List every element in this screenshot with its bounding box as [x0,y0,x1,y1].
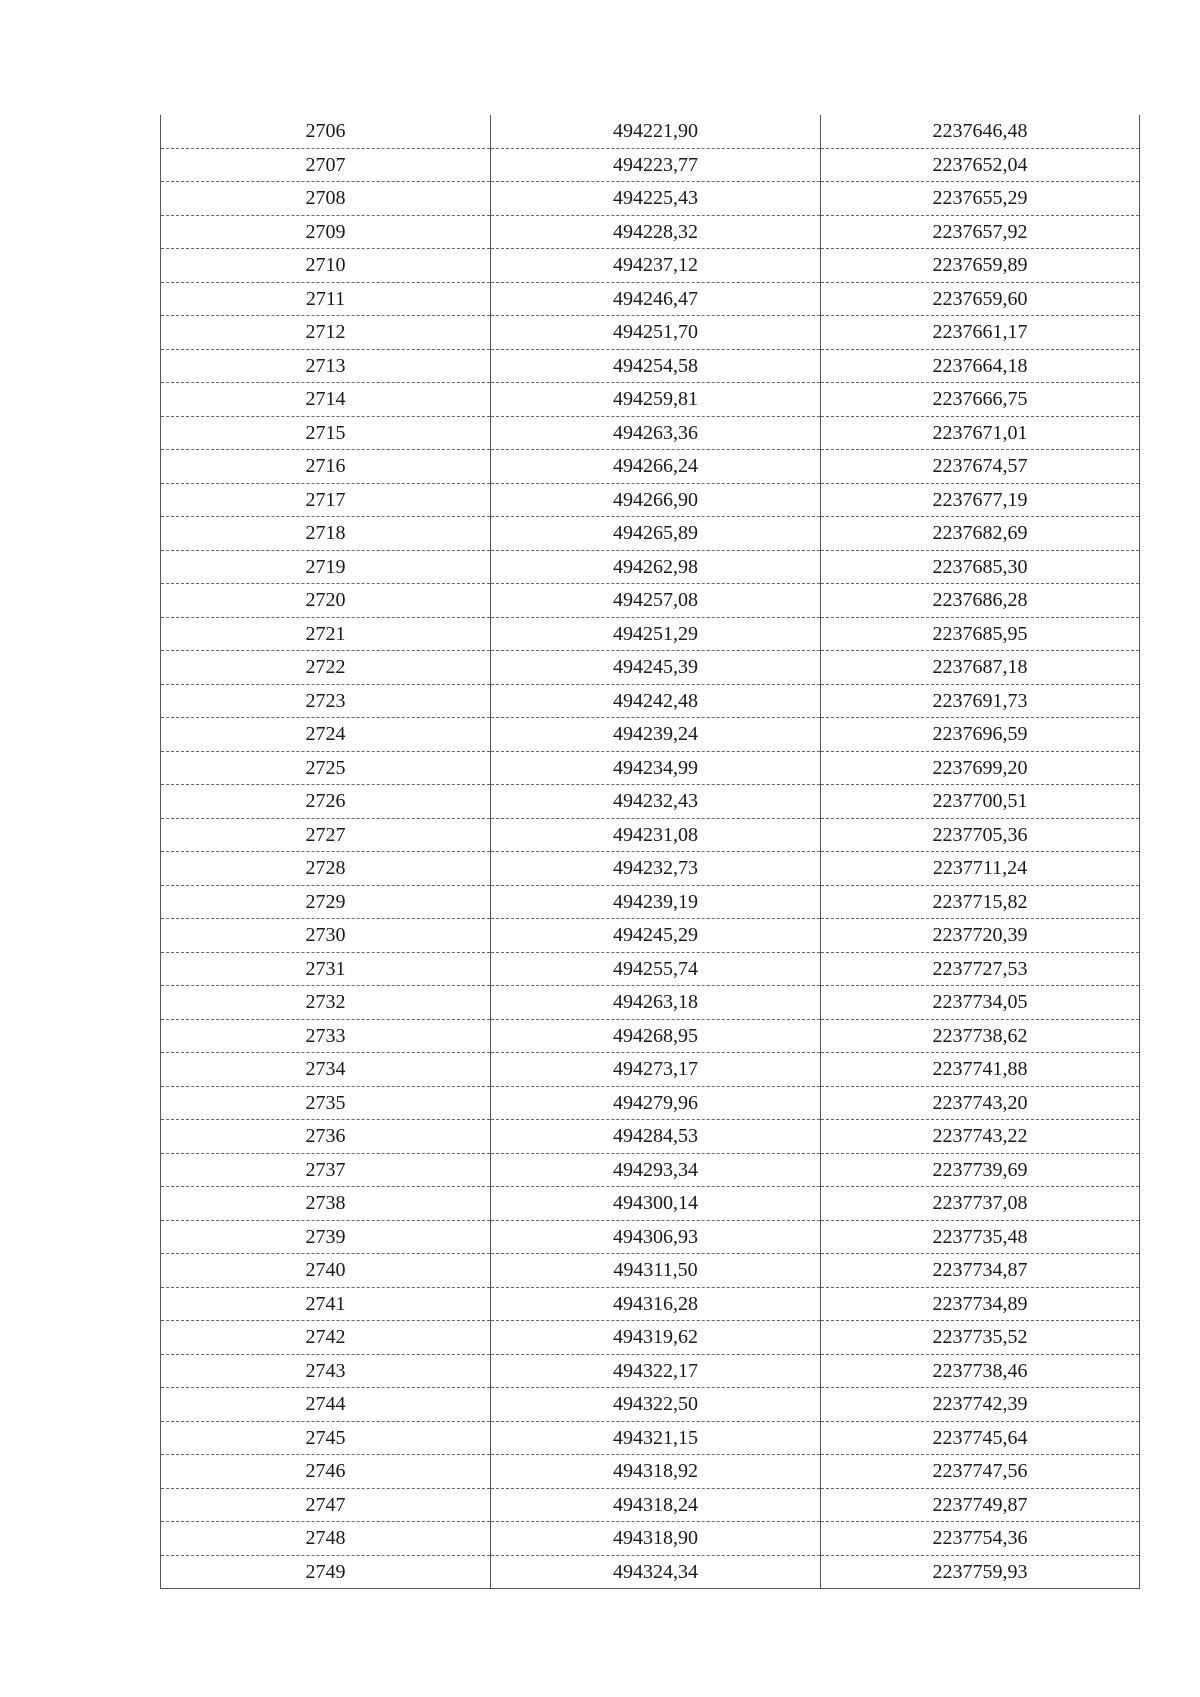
table-row [161,1086,1140,1120]
y-coordinate-cell: 2237646,48 [821,115,1140,148]
point-number-cell: 2709 [161,215,491,249]
y-coordinate-cell: 2237738,62 [821,1019,1140,1053]
table-row [161,852,1140,886]
x-coordinate-cell: 494234,99 [491,751,821,785]
y-coordinate-cell: 2237671,01 [821,416,1140,450]
table-row [161,517,1140,551]
table-row [161,115,1140,148]
table-row [161,1488,1140,1522]
point-number-cell: 2747 [161,1488,491,1522]
table-row [161,684,1140,718]
point-number-cell: 2712 [161,316,491,350]
y-coordinate-cell: 2237734,05 [821,986,1140,1020]
y-coordinate-cell: 2237682,69 [821,517,1140,551]
point-number-cell: 2742 [161,1321,491,1355]
x-coordinate-cell: 494223,77 [491,148,821,182]
table-row [161,148,1140,182]
y-coordinate-cell: 2237661,17 [821,316,1140,350]
point-number-cell: 2733 [161,1019,491,1053]
x-coordinate-cell: 494321,15 [491,1421,821,1455]
y-coordinate-cell: 2237734,89 [821,1287,1140,1321]
x-coordinate-cell: 494231,08 [491,818,821,852]
y-coordinate-cell: 2237747,56 [821,1455,1140,1489]
table-row [161,1522,1140,1556]
x-coordinate-cell: 494245,29 [491,919,821,953]
point-number-cell: 2741 [161,1287,491,1321]
y-coordinate-cell: 2237700,51 [821,785,1140,819]
x-coordinate-cell: 494232,73 [491,852,821,886]
y-coordinate-cell: 2237715,82 [821,885,1140,919]
y-coordinate-cell: 2237686,28 [821,584,1140,618]
point-number-cell: 2706 [161,115,491,148]
x-coordinate-cell: 494262,98 [491,550,821,584]
point-number-cell: 2717 [161,483,491,517]
x-coordinate-cell: 494265,89 [491,517,821,551]
table-row [161,349,1140,383]
x-coordinate-cell: 494306,93 [491,1220,821,1254]
x-coordinate-cell: 494319,62 [491,1321,821,1355]
table-row [161,1120,1140,1154]
table-row [161,182,1140,216]
point-number-cell: 2725 [161,751,491,785]
x-coordinate-cell: 494318,92 [491,1455,821,1489]
x-coordinate-cell: 494239,19 [491,885,821,919]
y-coordinate-cell: 2237664,18 [821,349,1140,383]
x-coordinate-cell: 494273,17 [491,1053,821,1087]
point-number-cell: 2743 [161,1354,491,1388]
x-coordinate-cell: 494225,43 [491,182,821,216]
point-number-cell: 2735 [161,1086,491,1120]
x-coordinate-cell: 494221,90 [491,115,821,148]
x-coordinate-cell: 494263,18 [491,986,821,1020]
x-coordinate-cell: 494316,28 [491,1287,821,1321]
point-number-cell: 2718 [161,517,491,551]
table-row [161,1421,1140,1455]
point-number-cell: 2748 [161,1522,491,1556]
table-row [161,1153,1140,1187]
table-row [161,751,1140,785]
y-coordinate-cell: 2237666,75 [821,383,1140,417]
point-number-cell: 2722 [161,651,491,685]
x-coordinate-cell: 494284,53 [491,1120,821,1154]
point-number-cell: 2744 [161,1388,491,1422]
x-coordinate-cell: 494324,34 [491,1555,821,1589]
y-coordinate-cell: 2237687,18 [821,651,1140,685]
point-number-cell: 2734 [161,1053,491,1087]
table-row [161,718,1140,752]
y-coordinate-cell: 2237745,64 [821,1421,1140,1455]
table-row [161,383,1140,417]
y-coordinate-cell: 2237720,39 [821,919,1140,953]
y-coordinate-cell: 2237754,36 [821,1522,1140,1556]
table-row [161,1455,1140,1489]
x-coordinate-cell: 494266,24 [491,450,821,484]
table-row [161,1287,1140,1321]
y-coordinate-cell: 2237685,95 [821,617,1140,651]
x-coordinate-cell: 494257,08 [491,584,821,618]
point-number-cell: 2716 [161,450,491,484]
table-row [161,1354,1140,1388]
table-row [161,1019,1140,1053]
y-coordinate-cell: 2237685,30 [821,550,1140,584]
x-coordinate-cell: 494322,17 [491,1354,821,1388]
point-number-cell: 2749 [161,1555,491,1589]
table-row [161,1187,1140,1221]
x-coordinate-cell: 494318,24 [491,1488,821,1522]
coordinates-table-body [161,115,1140,1589]
x-coordinate-cell: 494293,34 [491,1153,821,1187]
y-coordinate-cell: 2237657,92 [821,215,1140,249]
x-coordinate-cell: 494251,70 [491,316,821,350]
point-number-cell: 2729 [161,885,491,919]
table-row [161,416,1140,450]
y-coordinate-cell: 2237659,89 [821,249,1140,283]
y-coordinate-cell: 2237749,87 [821,1488,1140,1522]
point-number-cell: 2720 [161,584,491,618]
table-row [161,1254,1140,1288]
x-coordinate-cell: 494300,14 [491,1187,821,1221]
point-number-cell: 2708 [161,182,491,216]
point-number-cell: 2724 [161,718,491,752]
y-coordinate-cell: 2237742,39 [821,1388,1140,1422]
y-coordinate-cell: 2237743,20 [821,1086,1140,1120]
table-row [161,651,1140,685]
point-number-cell: 2737 [161,1153,491,1187]
point-number-cell: 2727 [161,818,491,852]
x-coordinate-cell: 494228,32 [491,215,821,249]
point-number-cell: 2728 [161,852,491,886]
point-number-cell: 2738 [161,1187,491,1221]
y-coordinate-cell: 2237711,24 [821,852,1140,886]
x-coordinate-cell: 494242,48 [491,684,821,718]
x-coordinate-cell: 494237,12 [491,249,821,283]
table-row [161,550,1140,584]
y-coordinate-cell: 2237652,04 [821,148,1140,182]
x-coordinate-cell: 494255,74 [491,952,821,986]
x-coordinate-cell: 494279,96 [491,1086,821,1120]
point-number-cell: 2715 [161,416,491,450]
y-coordinate-cell: 2237735,52 [821,1321,1140,1355]
point-number-cell: 2711 [161,282,491,316]
table-row [161,1555,1140,1589]
y-coordinate-cell: 2237699,20 [821,751,1140,785]
x-coordinate-cell: 494254,58 [491,349,821,383]
x-coordinate-cell: 494311,50 [491,1254,821,1288]
table-row [161,1053,1140,1087]
table-row [161,483,1140,517]
x-coordinate-cell: 494259,81 [491,383,821,417]
y-coordinate-cell: 2237696,59 [821,718,1140,752]
y-coordinate-cell: 2237655,29 [821,182,1140,216]
table-row [161,785,1140,819]
y-coordinate-cell: 2237674,57 [821,450,1140,484]
x-coordinate-cell: 494266,90 [491,483,821,517]
y-coordinate-cell: 2237677,19 [821,483,1140,517]
coordinates-table [160,115,1140,1589]
point-number-cell: 2713 [161,349,491,383]
y-coordinate-cell: 2237741,88 [821,1053,1140,1087]
table-row [161,584,1140,618]
y-coordinate-cell: 2237759,93 [821,1555,1140,1589]
point-number-cell: 2707 [161,148,491,182]
x-coordinate-cell: 494245,39 [491,651,821,685]
point-number-cell: 2723 [161,684,491,718]
y-coordinate-cell: 2237738,46 [821,1354,1140,1388]
table-row [161,885,1140,919]
table-row [161,919,1140,953]
table-row [161,1220,1140,1254]
point-number-cell: 2721 [161,617,491,651]
table-row [161,986,1140,1020]
point-number-cell: 2740 [161,1254,491,1288]
table-row [161,249,1140,283]
point-number-cell: 2739 [161,1220,491,1254]
table-row [161,1321,1140,1355]
point-number-cell: 2730 [161,919,491,953]
table-row [161,282,1140,316]
point-number-cell: 2710 [161,249,491,283]
x-coordinate-cell: 494322,50 [491,1388,821,1422]
point-number-cell: 2714 [161,383,491,417]
y-coordinate-cell: 2237734,87 [821,1254,1140,1288]
x-coordinate-cell: 494268,95 [491,1019,821,1053]
y-coordinate-cell: 2237659,60 [821,282,1140,316]
y-coordinate-cell: 2237739,69 [821,1153,1140,1187]
table-row [161,215,1140,249]
y-coordinate-cell: 2237691,73 [821,684,1140,718]
y-coordinate-cell: 2237705,36 [821,818,1140,852]
point-number-cell: 2746 [161,1455,491,1489]
table-row [161,316,1140,350]
x-coordinate-cell: 494246,47 [491,282,821,316]
point-number-cell: 2726 [161,785,491,819]
table-row [161,818,1140,852]
table-row [161,952,1140,986]
x-coordinate-cell: 494318,90 [491,1522,821,1556]
point-number-cell: 2731 [161,952,491,986]
point-number-cell: 2745 [161,1421,491,1455]
x-coordinate-cell: 494239,24 [491,718,821,752]
y-coordinate-cell: 2237737,08 [821,1187,1140,1221]
point-number-cell: 2732 [161,986,491,1020]
table-row [161,617,1140,651]
point-number-cell: 2719 [161,550,491,584]
y-coordinate-cell: 2237735,48 [821,1220,1140,1254]
x-coordinate-cell: 494263,36 [491,416,821,450]
y-coordinate-cell: 2237727,53 [821,952,1140,986]
x-coordinate-cell: 494232,43 [491,785,821,819]
y-coordinate-cell: 2237743,22 [821,1120,1140,1154]
table-row [161,1388,1140,1422]
table-row [161,450,1140,484]
x-coordinate-cell: 494251,29 [491,617,821,651]
point-number-cell: 2736 [161,1120,491,1154]
